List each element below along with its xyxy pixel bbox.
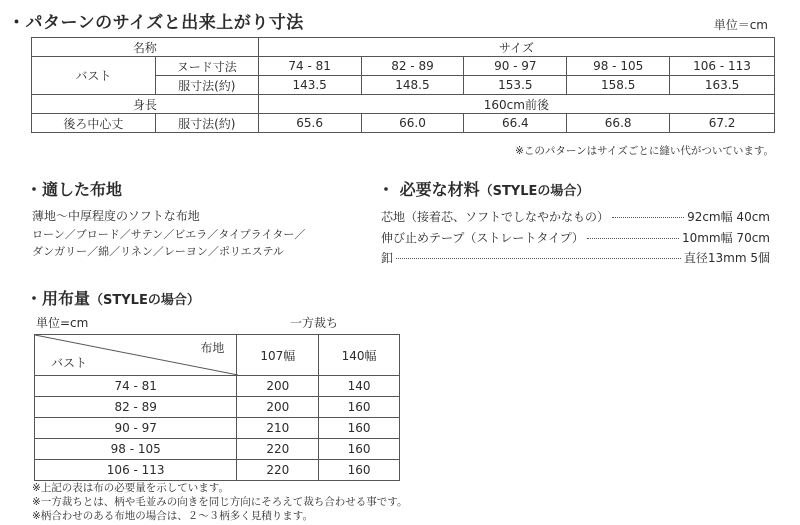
yardage-note: ※一方裁ちとは、柄や毛並みの向きを同じ方向にそろえて裁ち合わせる事です。 — [32, 496, 408, 508]
size-cell: 98 - 105 — [35, 439, 237, 460]
materials-title-paren: （STYLEの場合） — [479, 184, 590, 199]
fabric-list-line-1: ローン／ブロード／サテン／ビエラ／タイプライター／ — [32, 228, 306, 241]
w107-cell: 220 — [237, 460, 319, 481]
w107-cell: 210 — [237, 418, 319, 439]
bust-garment-cell: 158.5 — [567, 76, 670, 95]
col-107-header: 107幅 — [237, 335, 319, 376]
size-cell: 90 - 97 — [35, 418, 237, 439]
material-value: 直径13mm 5個 — [683, 251, 770, 265]
yardage-title-paren: （STYLEの場合） — [90, 293, 200, 308]
table-row — [35, 376, 400, 397]
yardage-table — [34, 334, 400, 481]
material-item — [381, 208, 770, 225]
table-row — [35, 460, 400, 481]
size-cell: 74 - 81 — [258, 57, 361, 76]
corner-cell — [35, 335, 237, 376]
w107-cell: 200 — [237, 397, 319, 418]
materials-title-text: ・ 必要な材料 — [378, 180, 480, 199]
header-size: サイズ — [258, 38, 774, 57]
nude-label: ヌード寸法 — [155, 57, 258, 76]
back-label: 後ろ中心丈 — [32, 114, 156, 133]
header-name: 名称 — [32, 38, 259, 57]
w107-cell: 220 — [237, 439, 319, 460]
bust-label: バスト — [32, 57, 156, 95]
unit-label: 単位＝cm — [713, 18, 768, 32]
table-row — [32, 38, 775, 57]
col-140-header: 140幅 — [319, 335, 400, 376]
back-value-cell: 67.2 — [670, 114, 775, 133]
bust-garment-cell: 148.5 — [361, 76, 464, 95]
yardage-note: ※上記の表は布の必要量を示しています。 — [32, 482, 229, 494]
table-row — [35, 335, 400, 376]
back-value-cell: 66.4 — [464, 114, 567, 133]
w140-cell: 160 — [319, 439, 400, 460]
pattern-section-title: ・パターンのサイズと出来上がり寸法 — [8, 13, 304, 33]
cut-method: 一方裁ち — [290, 316, 339, 330]
size-cell: 106 - 113 — [670, 57, 775, 76]
table-row — [35, 397, 400, 418]
w140-cell: 160 — [319, 397, 400, 418]
yardage-section-title — [26, 286, 200, 309]
size-cell: 90 - 97 — [464, 57, 567, 76]
table-row — [32, 114, 775, 133]
table-row — [35, 418, 400, 439]
material-value: 10mm幅 70cm — [681, 231, 770, 245]
corner-bust-label: バスト — [51, 356, 88, 370]
fabric-section-title: ・適した布地 — [26, 180, 123, 199]
material-name: 芯地（接着芯、ソフトでしなやかなもの） — [381, 210, 610, 224]
height-value: 160cm前後 — [258, 95, 774, 114]
bust-garment-cell: 163.5 — [670, 76, 775, 95]
table-row — [32, 95, 775, 114]
table-row — [32, 57, 775, 76]
back-value-cell: 66.8 — [567, 114, 670, 133]
size-cell: 106 - 113 — [35, 460, 237, 481]
corner-fabric-label: 布地 — [200, 341, 225, 355]
back-garment-label: 服寸法(約) — [155, 114, 258, 133]
bust-garment-cell: 143.5 — [258, 76, 361, 95]
material-item — [381, 229, 770, 246]
w140-cell: 160 — [319, 460, 400, 481]
garment-label: 服寸法(約) — [155, 76, 258, 95]
table-row — [35, 439, 400, 460]
w140-cell: 160 — [319, 418, 400, 439]
bust-garment-cell: 153.5 — [464, 76, 567, 95]
material-value: 92cm幅 40cm — [687, 210, 770, 224]
back-value-cell: 65.6 — [258, 114, 361, 133]
w107-cell: 200 — [237, 376, 319, 397]
back-value-cell: 66.0 — [361, 114, 464, 133]
w140-cell: 140 — [319, 376, 400, 397]
material-name: 釦 — [381, 251, 394, 265]
materials-section-title — [378, 177, 589, 200]
size-cell: 98 - 105 — [567, 57, 670, 76]
seam-allowance-note: ※このパターンはサイズごとに縫い代がついています。 — [515, 145, 774, 157]
material-item — [381, 249, 770, 266]
pattern-size-table — [31, 37, 775, 133]
fabric-description: 薄地〜中厚程度のソフトな布地 — [32, 209, 200, 223]
height-label: 身長 — [32, 95, 259, 114]
yardage-title-text: ・用布量 — [26, 289, 91, 308]
fabric-list-line-2: ダンガリー／綿／リネン／レーヨン／ポリエステル — [32, 245, 284, 258]
yardage-unit: 単位=cm — [36, 316, 89, 330]
size-cell: 82 - 89 — [35, 397, 237, 418]
yardage-note: ※柄合わせのある布地の場合は、２〜３柄多く見積ります。 — [32, 510, 313, 522]
size-cell: 74 - 81 — [35, 376, 237, 397]
size-cell: 82 - 89 — [361, 57, 464, 76]
material-name: 伸び止めテープ（ストレートタイプ） — [381, 231, 584, 245]
